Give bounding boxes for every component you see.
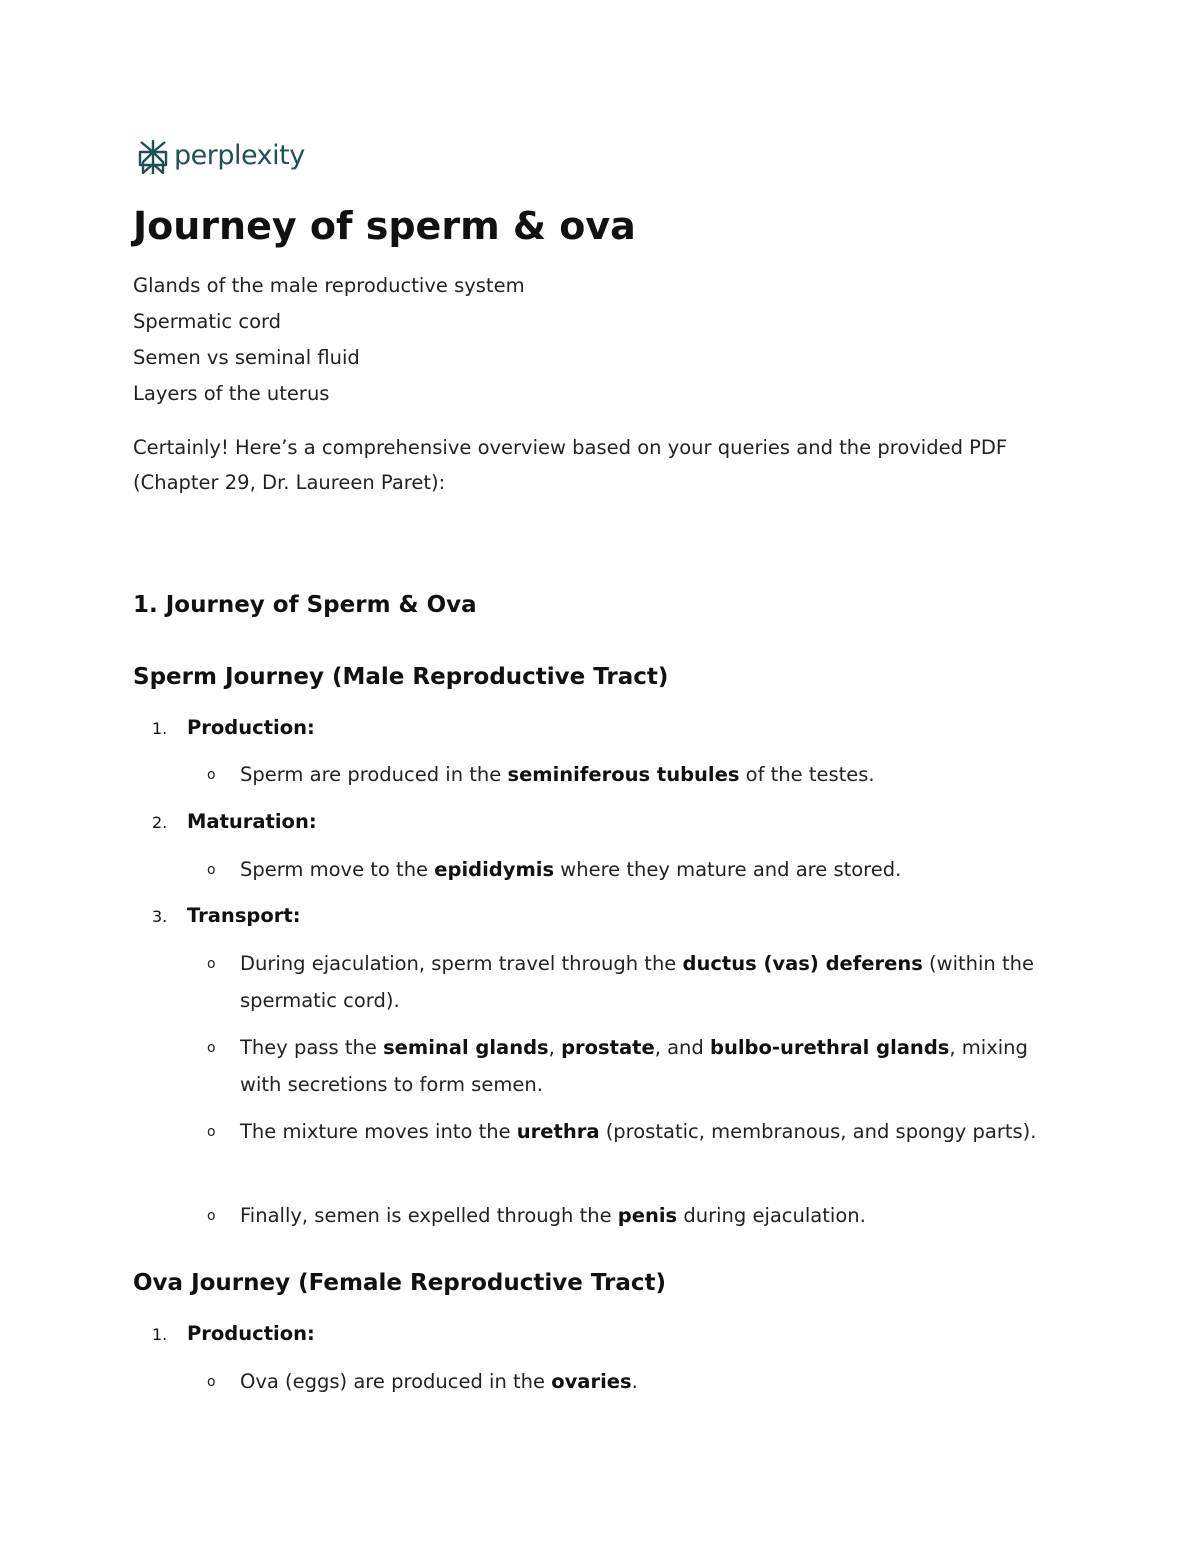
- perplexity-logo: [137, 135, 305, 179]
- bold-term: penis: [617, 1204, 678, 1227]
- bold-term: seminiferous tubules: [507, 763, 740, 786]
- bullet-icon: o: [207, 1040, 216, 1056]
- text-run: The mixture moves into the: [240, 1120, 517, 1143]
- perplexity-logo-icon: [137, 138, 169, 176]
- text-run: of the testes.: [739, 763, 875, 786]
- step-label: Transport:: [187, 904, 301, 927]
- step-label: Production:: [187, 1322, 315, 1345]
- bullet-text: [240, 756, 1050, 793]
- subheading-ova-journey: Ova Journey (Female Reproductive Tract): [133, 1270, 667, 1296]
- bullet-text: [240, 851, 1050, 888]
- step-label: Maturation:: [187, 810, 317, 833]
- step-number: 3.: [152, 907, 168, 926]
- text-run: .: [631, 1370, 638, 1393]
- query-list: [133, 268, 525, 412]
- query-item: Layers of the uterus: [133, 382, 330, 405]
- logo-wordmark: perplexity: [174, 139, 305, 171]
- query-item: Spermatic cord: [133, 310, 282, 333]
- bullet-text: [240, 945, 1050, 1019]
- bold-term: urethra: [516, 1120, 600, 1143]
- bold-term: epididymis: [434, 858, 555, 881]
- bold-term: bulbo-urethral glands: [709, 1036, 950, 1059]
- bullet-icon: o: [207, 1208, 216, 1224]
- bullet-text: [240, 1363, 1050, 1400]
- bold-term: prostate: [561, 1036, 655, 1059]
- subheading-sperm-journey: Sperm Journey (Male Reproductive Tract): [133, 664, 669, 690]
- intro-paragraph: Certainly! Here’s a comprehensive overview based on your queries and the provided PDF (Chapter 29, Dr. Laureen Paret):: [133, 436, 1008, 494]
- page-title: Journey of sperm & ova: [133, 204, 636, 248]
- step-number: 2.: [152, 813, 168, 832]
- bullet-icon: o: [207, 862, 216, 878]
- step-number: 1.: [152, 719, 168, 738]
- bold-term: ductus (vas) deferens: [682, 952, 923, 975]
- bullet-icon: o: [207, 767, 216, 783]
- text-run: , and: [654, 1036, 710, 1059]
- text-run: Finally, semen is expelled through the: [240, 1204, 618, 1227]
- bullet-text: [240, 1113, 1050, 1150]
- bold-term: ovaries: [551, 1370, 632, 1393]
- query-item: Glands of the male reproductive system: [133, 274, 525, 297]
- bullet-icon: o: [207, 1124, 216, 1140]
- bullet-icon: o: [207, 1374, 216, 1390]
- bold-term: seminal glands: [383, 1036, 549, 1059]
- text-run: where they mature and are stored.: [554, 858, 902, 881]
- step-number: 1.: [152, 1325, 168, 1344]
- text-run: During ejaculation, sperm travel through the: [240, 952, 683, 975]
- query-item: Semen vs seminal fluid: [133, 346, 360, 369]
- bullet-text: [240, 1029, 1050, 1103]
- bullet-text: [240, 1197, 1050, 1234]
- text-run: , mixing with secretions to form semen.: [240, 1036, 1028, 1096]
- bullet-icon: o: [207, 956, 216, 972]
- text-run: ,: [548, 1036, 562, 1059]
- text-run: Sperm move to the: [240, 858, 435, 881]
- text-run: (within the spermatic cord).: [240, 952, 1034, 1012]
- text-run: Sperm are produced in the: [240, 763, 508, 786]
- text-run: (prostatic, membranous, and spongy parts).: [599, 1120, 1037, 1143]
- text-run: during ejaculation.: [677, 1204, 866, 1227]
- text-run: They pass the: [240, 1036, 384, 1059]
- step-label: Production:: [187, 716, 315, 739]
- text-run: Ova (eggs) are produced in the: [240, 1370, 552, 1393]
- section-heading-journey: 1. Journey of Sperm & Ova: [133, 592, 477, 618]
